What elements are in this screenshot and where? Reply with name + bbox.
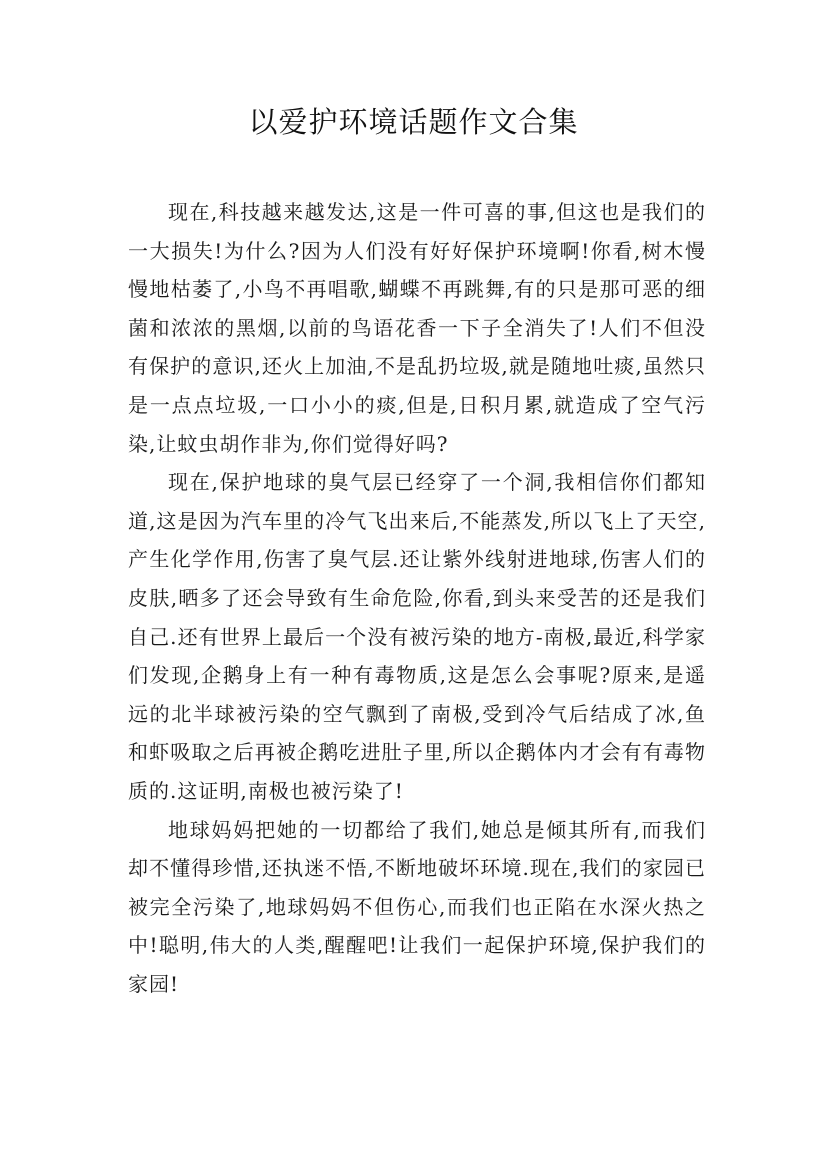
paragraph-1: 现在,科技越来越发达,这是一件可喜的事,但这也是我们的一大损失!为什么?因为人们没有好好保护环境啊!你看,树木慢慢地枯萎了,小鸟不再唱歌,蝴蝶不再跳舞,有的只是那可恶的细菌和浓浓的黑烟,以前的鸟语花香一下子全消失了!人们不但没有保护的意识,还火上加油,不是乱扔垃圾,就是随地吐痰,虽然只是一点点垃圾,一口小小的痰,但是,日积月累,就造成了空气污染,让蚊虫胡作非为,你们觉得好吗? (128, 200, 706, 456)
paragraph-2: 现在,保护地球的臭气层已经穿了一个洞,我相信你们都知道,这是因为汽车里的冷气飞出来后,不能蒸发,所以飞上了天空,产生化学作用,伤害了臭气层.还让紫外线射进地球,伤害人们的皮肤,晒多了还会导致有生命危险,你看,到头来受苦的还是我们自己.还有世界上最后一个没有被污染的地方-南极,最近,科学家们发现,企鹅身上有一种有毒物质,这是怎么会事呢?原来,是遥远的北半球被污染的空气飘到了南极,受到冷气后结成了冰,鱼和虾吸取之后再被企鹅吃进肚子里,所以企鹅体内才会有有毒物质的.这证明,南极也被污染了! (128, 470, 706, 803)
document-title: 以爱护环境话题作文合集 (248, 105, 579, 139)
paragraph-3: 地球妈妈把她的一切都给了我们,她总是倾其所有,而我们却不懂得珍惜,还执迷不悟,不断地破坏环境.现在,我们的家园已被完全污染了,地球妈妈不但伤心,而我们也正陷在水深火热之中!聪明,伟大的人类,醒醒吧!让我们一起保护环境,保护我们的家园! (128, 817, 706, 996)
document-body (128, 193, 706, 1003)
